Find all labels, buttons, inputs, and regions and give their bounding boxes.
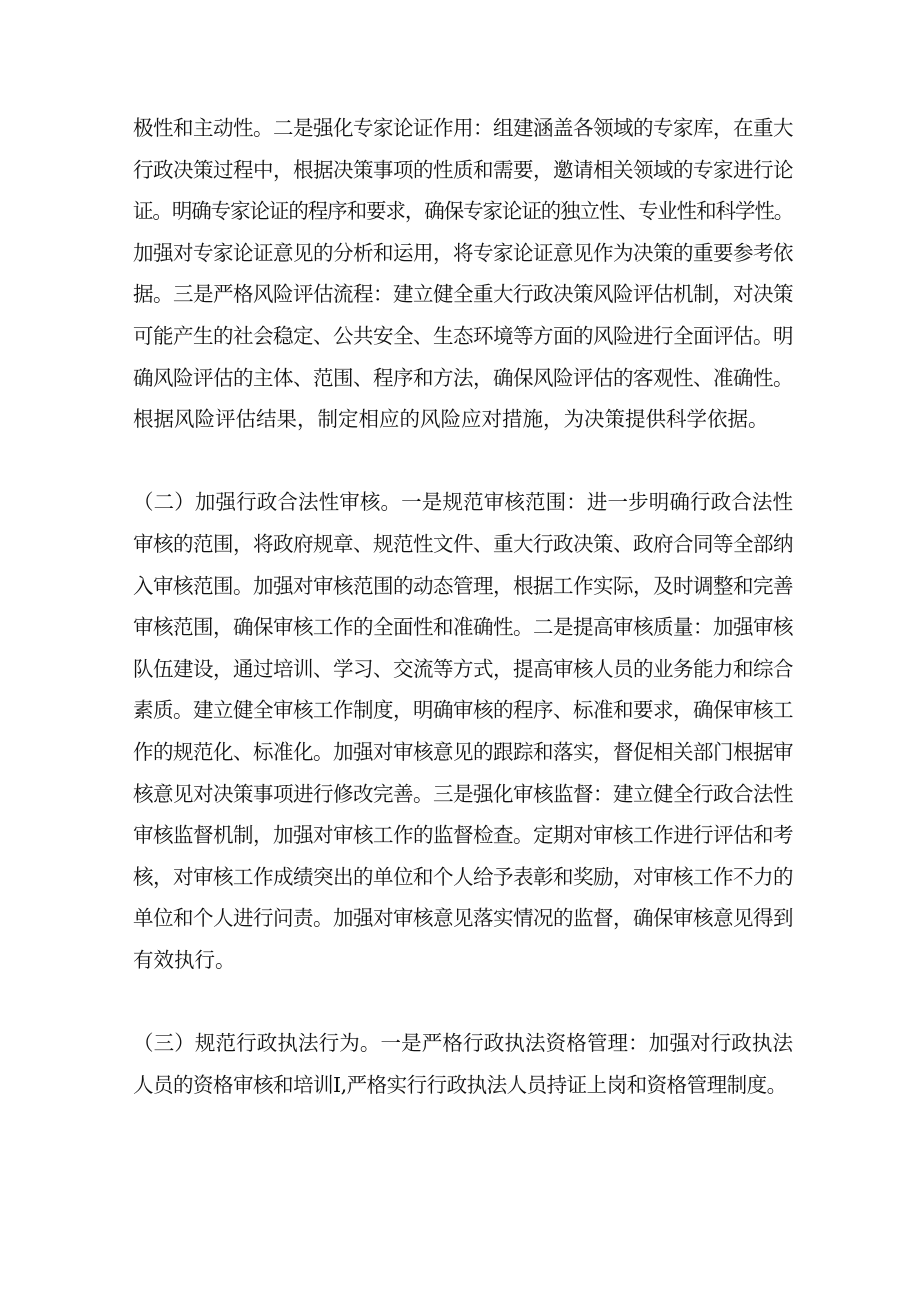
paragraph-2 — [133, 482, 793, 981]
paragraph-line: 队伍建设，通过培训、学习、交流等方式，提高审核人员的业务能力和综合 — [133, 656, 793, 681]
paragraph-line: 素质。建立健全审核工作制度，明确审核的程序、标准和要求，确保审核工 — [133, 698, 793, 723]
paragraph-line: 有效执行。 — [133, 947, 236, 972]
paragraph-line: 审核的范围，将政府规章、规范性文件、重大行政决策、政府合同等全部纳 — [133, 531, 793, 556]
paragraph-line: 核，对审核工作成绩突出的单位和个人给予表彰和奖励，对审核工作不力的 — [133, 864, 793, 889]
paragraph-line: （三）规范行政执法行为。一是严格行政执法资格管理：加强对行政执法 — [133, 1031, 793, 1056]
paragraph-line: 行政决策过程中，根据决策事项的性质和需要，邀请相关领域的专家进行论 — [133, 157, 793, 182]
paragraph-spacer — [133, 981, 793, 1023]
paragraph-spacer — [133, 441, 793, 483]
paragraph-line: 加强对专家论证意见的分析和运用，将专家论证意见作为决策的重要参考依 — [133, 240, 793, 265]
paragraph-line: 核意见对决策事项进行修改完善。三是强化审核监督：建立健全行政合法性 — [133, 781, 793, 806]
document-body — [133, 108, 793, 1106]
paragraph-line: 审核监督机制，加强对审核工作的监督检查。定期对审核工作进行评估和考 — [133, 823, 793, 848]
paragraph-3 — [133, 1023, 793, 1106]
paragraph-line: 审核范围，确保审核工作的全面性和准确性。二是提高审核质量：加强审核 — [133, 615, 793, 640]
paragraph-line: 证。明确专家论证的程序和要求，确保专家论证的独立性、专业性和科学性。 — [133, 199, 793, 224]
paragraph-line: 极性和主动性。二是强化专家论证作用：组建涵盖各领域的专家库，在重大 — [133, 116, 793, 140]
paragraph-line: 入审核范围。加强对审核范围的动态管理，根据工作实际，及时调整和完善 — [133, 573, 793, 598]
paragraph-line: 作的规范化、标准化。加强对审核意见的跟踪和落实，督促相关部门根据审 — [133, 739, 793, 764]
paragraph-line: 确风险评估的主体、范围、程序和方法，确保风险评估的客观性、准确性。 — [133, 365, 793, 390]
paragraph-line: 根据风险评估结果，制定相应的风险应对措施，为决策提供科学依据。 — [133, 407, 769, 432]
paragraph-line: （二）加强行政合法性审核。一是规范审核范围：进一步明确行政合法性 — [133, 490, 793, 515]
paragraph-line: 据。三是严格风险评估流程：建立健全重大行政决策风险评估机制，对决策 — [133, 282, 793, 307]
paragraph-line: 可能产生的社会稳定、公共安全、生态环境等方面的风险进行全面评估。明 — [133, 323, 793, 348]
paragraph-1 — [133, 108, 793, 441]
paragraph-line: 单位和个人进行问责。加强对审核意见落实情况的监督，确保审核意见得到 — [133, 906, 793, 931]
paragraph-line: 人员的资格审核和培训I,严格实行行政执法人员持证上岗和资格管理制度。 — [133, 1072, 787, 1097]
